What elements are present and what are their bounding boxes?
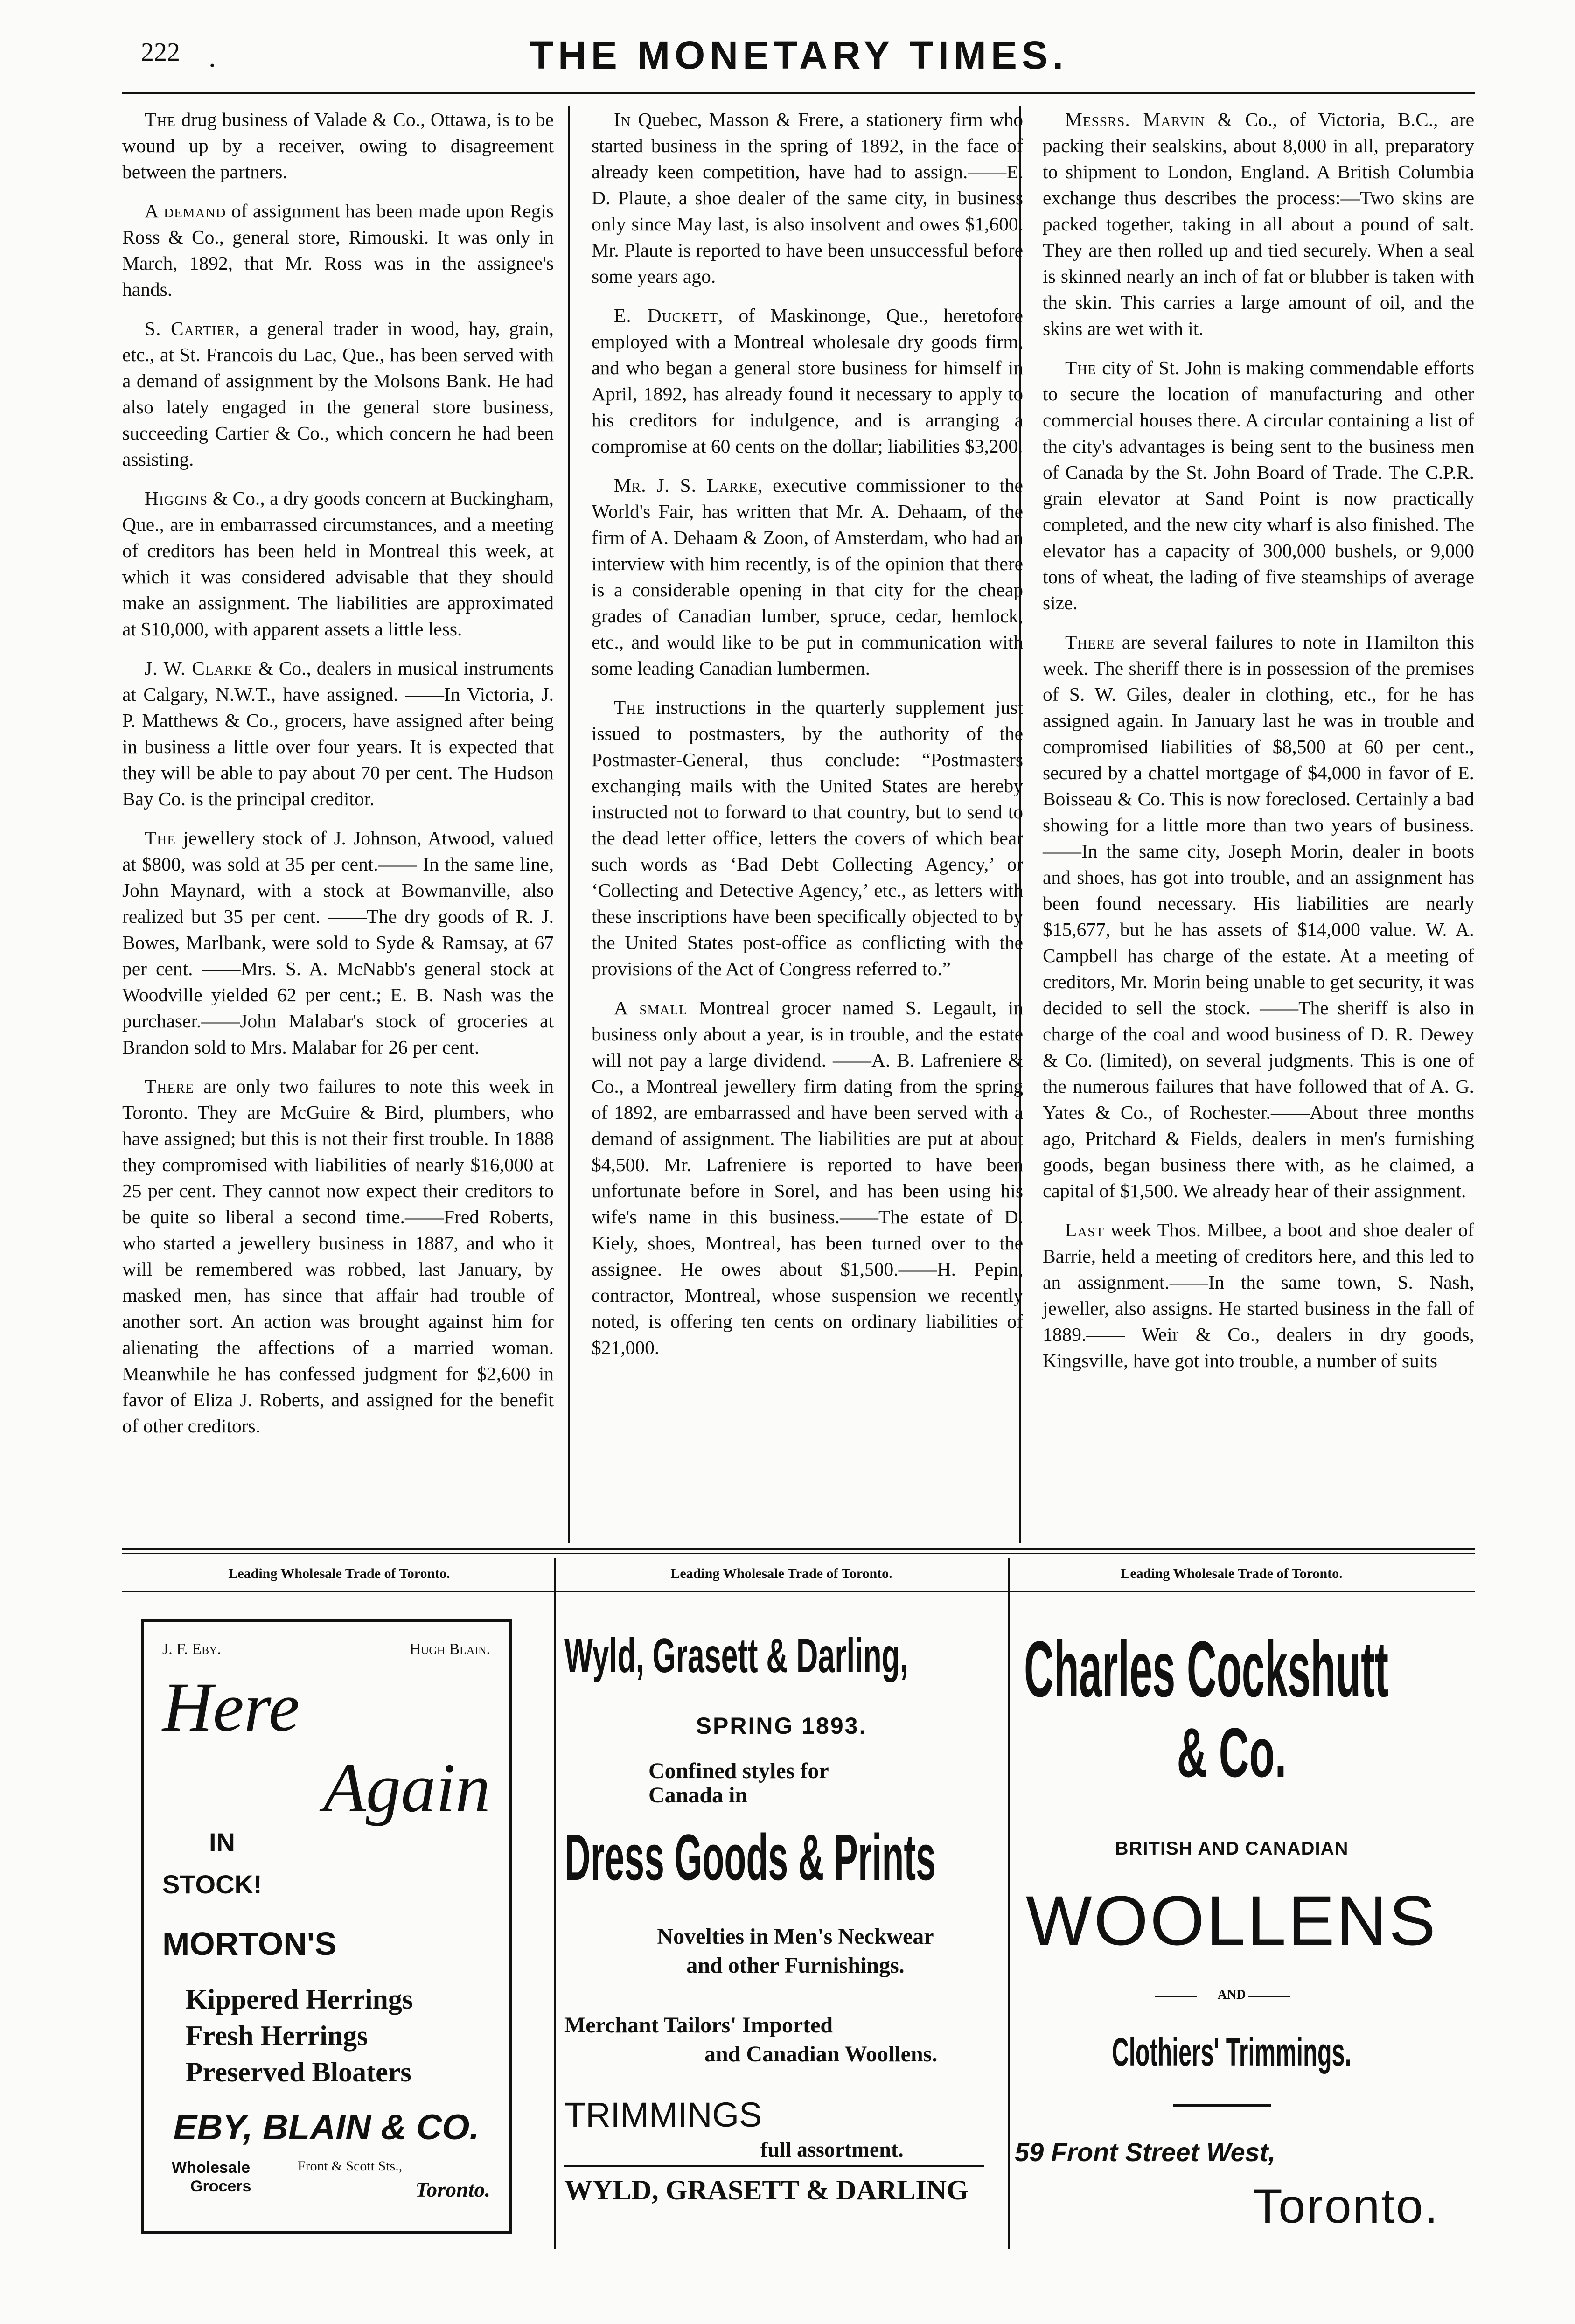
paragraph-lead: Higgins (145, 488, 208, 509)
wholesale-label: Wholesale (172, 2159, 251, 2177)
cockshutt-rule (1173, 2104, 1271, 2107)
paragraph-lead: E. Duckett, (614, 305, 724, 326)
paragraph (122, 485, 554, 642)
paragraph-lead: The (614, 697, 646, 718)
column-2 (592, 106, 1023, 1374)
partner-left: J. F. Eby. (162, 1640, 222, 1658)
and-text: AND (1217, 1988, 1246, 2002)
paragraph (1043, 629, 1474, 1204)
product-list (186, 1981, 413, 2090)
novelties-line-2: and other Furnishings. (686, 1953, 905, 1978)
merchant-line-1: Merchant Tailors' Imported (564, 2013, 833, 2038)
header-rule (122, 92, 1475, 94)
paragraph (592, 472, 1023, 681)
ad-charles-cockshutt (1015, 1619, 1449, 2233)
paragraph (592, 694, 1023, 982)
paragraph (122, 655, 554, 812)
column-1 (122, 106, 554, 1452)
product-3: Preserved Bloaters (186, 2057, 411, 2087)
and-rule-right (1248, 1996, 1290, 1997)
paragraph-text: & Co., dealers in musical instruments at Calgary, N.W.T., have assigned. ——In Victoria, J. P. Matthews & Co., grocers, have assigned after being in business a little over four years. It is expected that they will be able to pay about 70 per cent. The Hudson Bay Co. is the principal creditor. (122, 657, 554, 810)
paragraph (1043, 106, 1474, 342)
paragraph-lead: Messrs. Marvin (1065, 109, 1205, 130)
merchant-line-2: and Canadian Woollens. (704, 2042, 938, 2066)
paragraph-text: a general trader in wood, hay, grain, etc., at St. Francois du Lac, Que., has been served with a demand of assignment by the Molsons Bank. He had also lately engaged in the general store business, succeeding Cartier & Co., which concern he had been assisting. (122, 318, 554, 470)
woollens-heading: WOOLLENS (1025, 1881, 1438, 1960)
product-1: Kippered Herrings (186, 1984, 413, 2015)
wholesale-grocers (172, 2158, 251, 2196)
header-dot: . (208, 43, 216, 73)
paragraph (122, 1073, 554, 1439)
page-header (122, 29, 1475, 80)
confined-text (648, 1759, 829, 1808)
ad-heading-3: Leading Wholesale Trade of Toronto. (1121, 1566, 1343, 1581)
paragraph-text: are several failures to note in Hamilton this week. The sheriff there is in possession of the premises of S. W. Giles, dealer in clothing, etc., for he has assigned again. In January last he was in trouble and compromised liabilities of $8,500 at 60 per cent., secured by a chattel mortgage of $4,000 in favor of E. Boisseau & Co. This is now foreclosed. Certainly a bad showing for a little more than two years of business.——In the same city, Joseph Morin, dealer in boots and shoes, has got into trouble, and an assignment has been found necessary. His liabilities are nearly $15,677, but he has assets of $14,000 value. W. A. Campbell has charge of the estate. At a meeting of creditors, Mr. Morin being unable to get security, it was decided to sell the stock. ——The sheriff is also in charge of the coal and wood business of D. R. Dewey & Co. (limited), on several judgments. This is one of the numerous failures that have followed that of A. G. Yates & Co., of Rochester.——About three months ago, Pritchard & Fields, dealers in men's furnishing goods, began business there with, as he claimed, a capital of $1,500. We already hear of their assignment. (1043, 631, 1474, 1201)
eby-partners (162, 1640, 490, 1658)
paragraph-text: Quebec, Masson & Frere, a stationery firm who started business in the spring of 1892, in the face of already keen competition, have had to assign.——E. D. Plaute, a shoe dealer of the same city, in business only since May last, is also insolvent and owes $1,600. Mr. Plaute is reported to have been unsuccessful before some years ago. (592, 109, 1023, 287)
wyld-title: Wyld, Grasett & Darling, (564, 1629, 908, 1683)
british-canadian: BRITISH AND CANADIAN (1115, 1838, 1349, 1859)
full-assortment: full assortment. (760, 2137, 904, 2161)
page-number: 222 (141, 38, 180, 67)
ad-divider-1 (554, 1558, 556, 2249)
paragraph-lead: There (145, 1075, 195, 1097)
paragraph-lead: A small (614, 997, 688, 1019)
cockshutt-title: Charles Cockshutt (1024, 1625, 1389, 1714)
paragraph (592, 995, 1023, 1361)
paragraph (592, 302, 1023, 459)
brand-name: MORTON'S (162, 1926, 337, 1962)
paragraph-text: jewellery stock of J. Johnson, Atwood, valued at $800, was sold at 35 per cent.—— In the same line, John Maynard, with a stock at Bowmanville, also realized but 35 per cent. ——The dry goods of R. J. Bowes, Marlbank, were sold to Syde & Ramsay, at 67 per cent. ——Mrs. S. A. McNabb's general stock at Woodville yielded 62 per cent.; E. B. Nash was the purchaser.——John Malabar's stock of groceries at Brandon sold to Mrs. Malabar for 26 per cent. (122, 827, 554, 1058)
dress-goods-heading: Dress Goods & Prints (564, 1821, 936, 1894)
here-heading: Here (162, 1668, 300, 1746)
column-3 (1043, 106, 1474, 1387)
grocers-label: Grocers (190, 2177, 251, 2195)
season-title: SPRING 1893. (696, 1713, 867, 1739)
paragraph-text: & Co., a dry goods concern at Buckingham, Que., are in embarrassed circumstances, and a meeting of creditors has been held in Montreal this week, at which it was considered advisable that they should make an assignment. The liabilities are approximated at $10,000, with apparent assets a little less. (122, 488, 554, 640)
partner-right: Hugh Blain. (409, 1640, 490, 1658)
ad-divider-2 (1008, 1558, 1010, 2249)
in-text: IN (209, 1828, 235, 1857)
paragraph (122, 825, 554, 1060)
company-name: EBY, BLAIN & CO. (173, 2108, 480, 2147)
confined-line-2: Canada in (648, 1783, 748, 1808)
paragraph-text: instructions in the quarterly supplement just issued to postmasters, by the authority of the Postmaster-General, thus conclude: “Postmasters exchanging mails with the United States are hereby instructed not to forward to that country, but to send to the dead letter office, letters the covers of which bear such words as ‘Bad Debt Collecting Agency,’ or ‘Collecting and Detective Agency,’ etc., as letters with these inscriptions have been specifically objected to by the United States post-office as conflicting with the provisions of the Act of Congress referred to.” (592, 697, 1023, 979)
again-heading: Again (323, 1749, 490, 1827)
ads-heading-rule (122, 1591, 1475, 1592)
paragraph (122, 198, 554, 302)
paragraph-text: executive commissioner to the World's Fair, has written that Mr. A. Dehaam, of the firm of A. Dehaam & Zoon, of Amsterdam, who had an interview with him recently, is of the opinion that there is a considerable opening in that city for the cheap grades of Canadian lumber, spruce, cedar, hemlock, etc., and would like to be put in communication with some leading Canadian lumbermen. (592, 475, 1023, 679)
paragraph-lead: The (1065, 357, 1097, 378)
clothiers-trimmings: Clothiers' Trimmings. (1112, 2030, 1352, 2074)
novelties-text (592, 1922, 998, 1980)
ads-top-rule-thin (122, 1553, 1475, 1554)
ad-heading-1: Leading Wholesale Trade of Toronto. (228, 1566, 450, 1581)
paragraph-text: city of St. John is making commendable efforts to secure the location of manufacturing and other commercial houses there. A circular containing a list of the city's advantages is being sent to the business men of Canada by the St. John Board of Trade. The C.P.R. grain elevator at Sand Point is now practically completed, and the new city wharf is also finished. The elevator has a capacity of 300,000 bushels, or 9,000 tons of wheat, the lading of five steamships of average size. (1043, 357, 1474, 614)
wyld-footer: WYLD, GRASETT & DARLING (564, 2175, 969, 2205)
confined-line-1: Confined styles for (648, 1759, 829, 1783)
address-text: Front & Scott Sts., (298, 2158, 403, 2174)
paragraph (122, 315, 554, 472)
stock-text: STOCK! (162, 1870, 262, 1899)
paragraph-lead: The (145, 109, 176, 130)
novelties-line-1: Novelties in Men's Neckwear (657, 1924, 934, 1949)
cockshutt-co: & Co. (1177, 1713, 1287, 1792)
ads-top-rule (122, 1548, 1475, 1550)
ad-wyld-grasett-darling (564, 1619, 998, 2226)
paragraph-text: Montreal grocer named S. Legault, in business only about a year, is in trouble, and the estate will not pay a large dividend. ——A. B. Lafreniere & Co., a Montreal jewellery firm dating from the spring of 1892, are embarrassed and have been served with a demand of assignment. The liabilities are put at about $4,500. Mr. Lafreniere is reported to have been unfortunate before in Sorel, and has been using his wife's name in this business.——The estate of D. Kiely, shoes, Montreal, has been turned over to the assignee. He owes about $1,500.——H. Pepin, contractor, Montreal, whose suspension we recently noted, is offering ten cents on ordinary liabilities of $21,000. (592, 997, 1024, 1358)
ad-heading-2: Leading Wholesale Trade of Toronto. (670, 1566, 892, 1581)
paragraph-lead: A demand (145, 200, 226, 222)
masthead-title: THE MONETARY TIMES. (529, 33, 1068, 77)
paragraph-text: of Maskinonge, Que., heretofore employed with a Montreal wholesale dry goods firm, and who began a general store business for himself in April, 1892, has already found it necessary to apply to his creditors for indulgence, and is arranging a compromise at 60 cents on the dollar; liabilities $3,200. (592, 305, 1023, 457)
city-text: Toronto. (415, 2177, 490, 2201)
trimmings-heading: TRIMMINGS (564, 2095, 762, 2134)
address-text: 59 Front Street West, (1015, 2137, 1276, 2167)
paragraph-lead: The (145, 827, 176, 849)
paragraph-text: of assignment has been made upon Regis Ross & Co., general store, Rimouski. It was only in March, 1892, that Mr. Ross was in the assignee's hands. (122, 200, 554, 300)
ad-eby-blain (141, 1619, 512, 2234)
paragraph (1043, 1217, 1474, 1374)
paragraph-lead: Last (1065, 1219, 1105, 1241)
paragraph-text: are only two failures to note this week in Toronto. They are McGuire & Bird, plumbers, who have assigned; but this is not their first trouble. In 1888 they compromised with liabilities of nearly $16,000 at 25 per cent. They cannot now expect their creditors to be quite so liberal a second time.——Fred Roberts, who started a jewellery business in 1887, and who it will be remembered was robbed, last January, by masked men, has since that affair had trouble of another sort. An action was brought against him for alienating the affections of a married woman. Meanwhile he has confessed judgment for $2,600 in favor of Eliza J. Roberts, and assigned for the benefit of other creditors. (122, 1075, 554, 1437)
paragraph-lead: In (614, 109, 631, 130)
product-2: Fresh Herrings (186, 2020, 368, 2051)
paragraph-lead: J. W. Clarke (145, 657, 253, 679)
paragraph (592, 106, 1023, 289)
paragraph-lead: There (1065, 631, 1115, 653)
paragraph (122, 106, 554, 185)
merchant-text (564, 2011, 937, 2069)
paragraph-lead: S. Cartier, (145, 318, 240, 339)
paragraph (1043, 355, 1474, 616)
column-divider-1 (568, 106, 570, 1543)
paragraph-text: drug business of Valade & Co., Ottawa, is to be wound up by a receiver, owing to disagreement between the partners. (122, 109, 554, 182)
paragraph-text: & Co., of Victoria, B.C., are packing their sealskins, about 8,000 in all, preparatory to shipment to London, England. A British Columbia exchange thus describes the process:—Two skins are packed together, taking in all about a pound of salt. They are then rolled up and tied securely. When a seal is skinned nearly an inch of fat or blubber is taken with the skin. This carries a large amount of oil, and the skins are wet with it. (1043, 109, 1475, 339)
paragraph-text: week Thos. Milbee, a boot and shoe dealer of Barrie, held a meeting of creditors here, and this led to an assignment.——In the same town, S. Nash, jeweller, also assigns. He started business in the fall of 1889.—— Weir & Co., dealers in dry goods, Kingsville, have got into trouble, a number of suits (1043, 1219, 1474, 1371)
city-text: Toronto. (1253, 2179, 1439, 2233)
wyld-rule (564, 2165, 984, 2167)
paragraph-lead: Mr. J. S. Larke, (614, 475, 763, 496)
